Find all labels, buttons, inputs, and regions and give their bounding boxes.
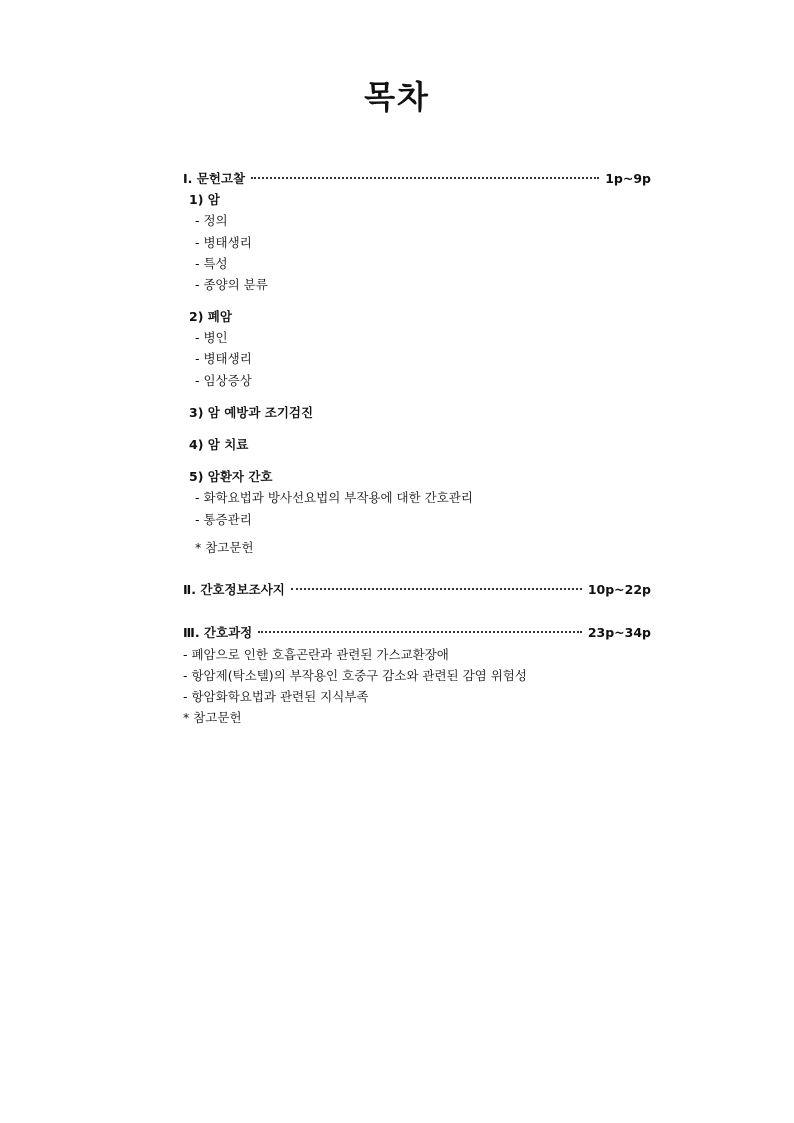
- toc-item: - 특성: [195, 256, 228, 271]
- toc-section-3[interactable]: [183, 622, 651, 644]
- toc-item: - 임상증상: [195, 373, 252, 388]
- toc-item: - 병태생리: [195, 235, 252, 250]
- dot-leader: [258, 631, 582, 633]
- section-label: Ⅲ. 간호과정: [183, 625, 253, 640]
- toc-item: - 화학요법과 방사선요법의 부작용에 대한 간호관리: [195, 490, 473, 505]
- toc-section-2[interactable]: [183, 579, 651, 601]
- toc-references: * 참고문헌: [195, 540, 254, 555]
- toc-item: - 통증관리: [195, 512, 252, 527]
- toc-subheading: 3) 암 예방과 조기검진: [189, 405, 314, 420]
- toc-item: - 항암화학요법과 관련된 지식부족: [183, 689, 369, 704]
- section-pages: 1p~9p: [605, 171, 651, 186]
- toc-subheading: 5) 암환자 간호: [189, 469, 273, 484]
- toc-item: - 병태생리: [195, 351, 252, 366]
- page-title: 목차: [364, 78, 430, 116]
- toc-item: - 항암제(탁소텔)의 부작용인 호중구 감소와 관련된 감염 위험성: [183, 668, 527, 683]
- toc-subheading: 2) 폐암: [189, 309, 232, 324]
- toc-references: * 참고문헌: [183, 710, 242, 725]
- dot-leader: [291, 588, 582, 590]
- section-pages: 10p~22p: [587, 582, 651, 597]
- toc-item: - 정의: [195, 213, 228, 228]
- toc-subheading: 4) 암 치료: [189, 437, 249, 452]
- toc-item: - 폐암으로 인한 호흡곤란과 관련된 가스교환장애: [183, 647, 449, 662]
- section-label: Ⅰ. 문헌고찰: [183, 171, 246, 186]
- toc-item: - 종양의 분류: [195, 277, 268, 292]
- section-pages: 23p~34p: [587, 625, 651, 640]
- section-label: Ⅱ. 간호정보조사지: [183, 582, 285, 597]
- dot-leader: [251, 177, 599, 179]
- toc-item: - 병인: [195, 330, 228, 345]
- toc-section-1[interactable]: [183, 168, 651, 190]
- toc-subheading: 1) 암: [189, 192, 220, 207]
